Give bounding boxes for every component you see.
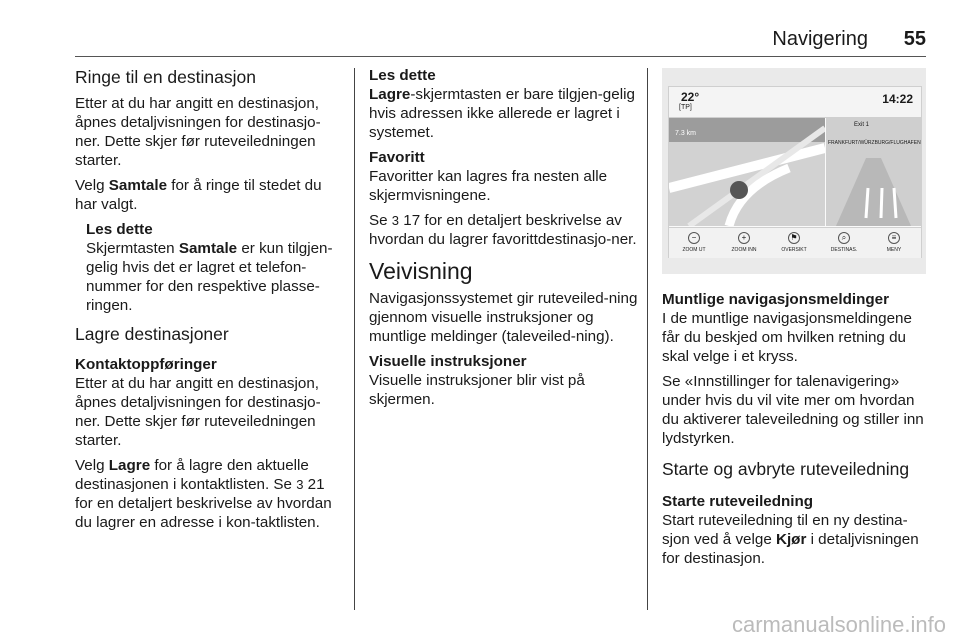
paragraph: Navigasjonssystemet gir ruteveiled-ning gjennom visuelle instruksjoner og muntlige meldinger (taleveiled-ning). (369, 290, 638, 345)
heading-start-stop: Starte og avbryte ruteveiledning (662, 459, 910, 479)
menu-icon: ≡ (888, 232, 900, 244)
column-divider (647, 68, 648, 610)
paragraph: Etter at du har angitt en destinasjon, åpnes detaljvisningen for destinasjo-ner. Dette skjer før ruteveiledningen starter. (75, 95, 321, 169)
lane-arrows-icon (826, 118, 921, 226)
exit-label: Exit 1 (854, 122, 870, 128)
subheading-favorite: Favoritt (369, 149, 425, 166)
clock: 14:22 (882, 92, 913, 106)
minus-icon: − (688, 232, 700, 244)
heading-save: Lagre destinasjoner (75, 324, 229, 344)
note-text: Skjermtasten Samtale er kun tilgjen-gelig hvis det er lagret et telefon-nummer for den respektive plasse-ringen. (86, 240, 333, 314)
paragraph: Visuelle instruksjoner blir vist på skjermen. (369, 372, 585, 408)
note-text: Lagre-skjermtasten er bare tilgjen-gelig hvis adressen ikke allerede er lagret i systemet. (369, 86, 635, 141)
distance: 7.3 km (675, 130, 697, 137)
paragraph: Favoritter kan lagres fra nesten alle skjermvisningene. (369, 168, 608, 204)
column-divider (354, 68, 355, 610)
menu-button[interactable]: ≡ MENY (886, 233, 902, 253)
paragraph: Velg Lagre for å lagre den aktuelle destinasjonen i kontaktlisten. Se 3 21 for en detaljert beskrivelse av hvordan du lagrer en adresse i kon-taktlisten. (75, 457, 332, 531)
lane-guidance (826, 118, 921, 226)
zoom-out-button[interactable]: − ZOOM UT (682, 233, 706, 253)
navigation-screen-image (662, 68, 926, 274)
note-title: Les dette (86, 221, 153, 238)
page-ref-icon: 3 (391, 213, 400, 228)
overview-button[interactable]: ⚑ OVERSIKT (781, 233, 807, 253)
section-title: Navigering (772, 28, 868, 50)
tp-indicator: [TP] (679, 104, 692, 111)
page-ref-icon: 3 (296, 477, 304, 492)
paragraph: Velg Samtale for å ringe til stedet du har valgt. (75, 177, 322, 213)
paragraph: Etter at du har angitt en destinasjon, åpnes detaljvisningen for destinasjo-ner. Dette skjer før ruteveiledningen starter. (75, 375, 321, 449)
status-bar (669, 87, 921, 118)
note-title: Les dette (369, 67, 436, 84)
paragraph: Start ruteveiledning til en ny destina-sjon ved å velge Kjør i detaljvisningen for destinasjon. (662, 512, 919, 567)
paragraph: I de muntlige navigasjonsmeldingene får du beskjed om hvilken retning du skal velge i et kryss. (662, 310, 912, 365)
temperature: 22° (681, 90, 700, 104)
heading-call: Ringe til en destinasjon (75, 67, 256, 87)
search-icon: ⌕ (838, 232, 850, 244)
column-3 (662, 290, 927, 574)
destination-button[interactable]: ⌕ DESTINAS. (830, 233, 858, 253)
page-header (75, 28, 926, 50)
screen-button-bar (669, 227, 921, 258)
note-box (86, 220, 345, 315)
header-rule (75, 56, 926, 57)
subheading-start: Starte ruteveiledning (662, 493, 814, 510)
paragraph: Se «Innstillinger for talenavigering» under hvis du vil vite mer om hvordan du aktiverer taleveiledning og stiller inn lydstyrken. (662, 373, 924, 447)
plus-icon: + (738, 232, 750, 244)
page-number: 55 (903, 28, 926, 50)
flag-icon: ⚑ (788, 232, 800, 244)
heading-guidance: Veivisning (369, 258, 473, 284)
display (668, 86, 922, 258)
column-2 (369, 66, 639, 415)
subheading-visual: Visuelle instruksjoner (369, 353, 527, 370)
subheading-voice: Muntlige navigasjonsmeldinger (662, 291, 890, 308)
paragraph: Se 3 17 for en detaljert beskrivelse av hvordan du lagrer favorittdestinasjo-ner. (369, 212, 637, 248)
zoom-in-button[interactable]: + ZOOM INN (731, 233, 757, 253)
map-view (669, 118, 825, 226)
subheading-contacts: Kontaktoppføringer (75, 356, 217, 373)
watermark: carmanualsonline.info (731, 612, 946, 637)
column-1 (75, 66, 345, 538)
direction-sign: FRANKFURT/WÜRZBURG/FLUGHAFEN (828, 140, 921, 146)
